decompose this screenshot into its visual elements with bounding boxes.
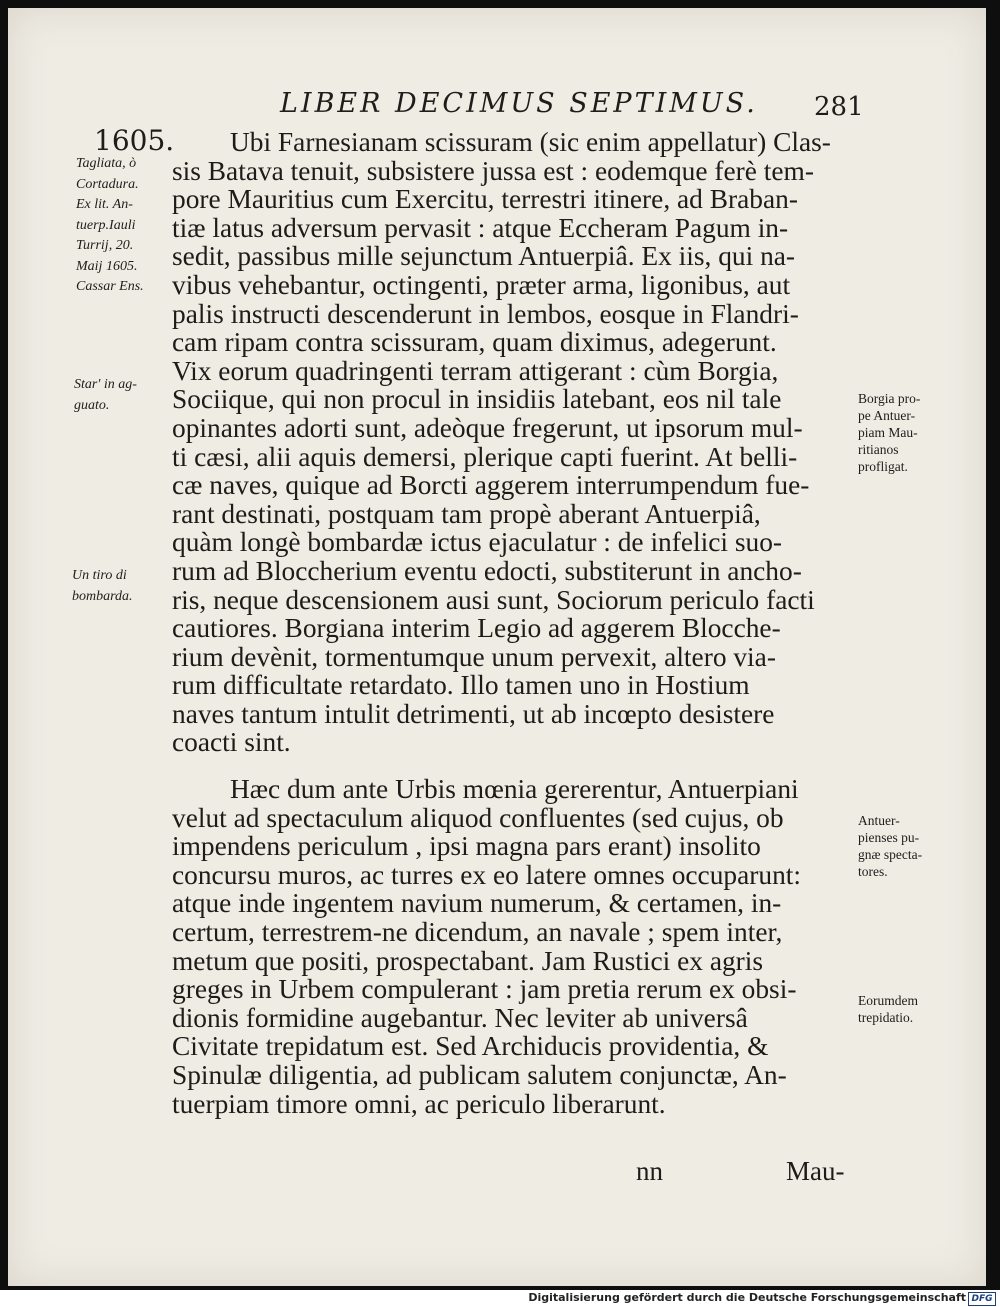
text-line: concursu muros, ac turres ex eo latere omnes occuparunt: — [172, 859, 801, 890]
text-line: impendens periculum , ipsi magna pars erant) insolito — [172, 831, 761, 862]
catchword: Mau- — [786, 1156, 845, 1186]
text-line: tuerpiam timore omni, ac periculo liberarunt. — [172, 1088, 666, 1119]
note-line: profligat. — [858, 459, 908, 474]
text-line: ris, neque descensionem ausi sunt, Sociorum periculo facti — [172, 584, 815, 615]
paragraph-2 — [172, 775, 864, 1118]
margin-note-left-source — [76, 154, 178, 298]
page-number: 281 — [814, 92, 864, 122]
funding-note: Digitalisierung gefördert durch die Deutsche Forschungsgemeinschaft — [528, 1291, 966, 1304]
text-line: greges in Urbem compulerant : jam pretia rerum ex obsi- — [172, 974, 797, 1005]
text-line: cæ naves, quique ad Borcti aggerem interrumpendum fue- — [172, 470, 810, 501]
note-line: bombarda. — [72, 588, 133, 604]
text-line: pore Mauritius cum Exercitu, terrestri itinere, ad Braban- — [172, 184, 798, 215]
note-line: Cassar Ens. — [76, 279, 144, 294]
text-line: velut ad spectaculum aliquod confluentes (sed cujus, ob — [172, 802, 784, 833]
text-line: rum ad Bloccherium eventu edocti, substiterunt in ancho- — [172, 555, 802, 586]
text-line: naves tantum intulit detrimenti, ut ab incœpto desistere — [172, 698, 775, 729]
text-line: rum difficultate retardato. Illo tamen uno in Hostium — [172, 670, 750, 701]
text-line: ti cæsi, alii aquis demersi, plerique capti fuerint. At belli- — [172, 441, 798, 472]
note-line: Eorumdem — [858, 993, 918, 1008]
text-line: Civitate trepidatum est. Sed Archiducis providentia, & — [172, 1031, 769, 1062]
text-line: cam ripam contra scissuram, quam diximus, adegerunt. — [172, 327, 777, 358]
marginal-year: 1605. — [94, 124, 175, 157]
note-line: tores. — [858, 864, 888, 879]
note-line: Antuer- — [858, 813, 900, 828]
note-line: Un tiro di — [72, 568, 127, 583]
margin-note-right-fear — [858, 992, 968, 1026]
margin-note-left-shot — [72, 566, 174, 607]
note-line: gnæ specta- — [858, 847, 923, 862]
text-line: Ubi Farnesianam scissuram (sic enim appellatur) Clas- — [230, 127, 831, 157]
note-line: ritianos — [858, 442, 899, 457]
text-line: sedit, passibus mille sejunctum Antuerpiâ. Ex iis, qui na- — [172, 241, 796, 272]
text-line: cautiores. Borgiana interim Legio ad aggerem Blocche- — [172, 613, 781, 644]
note-line: Star' in ag- — [74, 377, 137, 392]
margin-note-left-ambush — [74, 375, 176, 416]
text-line: sis Batava tenuit, subsistere jussa est : eodemque ferè tem- — [172, 155, 814, 186]
note-line: Borgia pro- — [858, 391, 921, 406]
text-line: opinantes adorti sunt, adeòque fregerunt, ut ipsorum mul- — [172, 412, 803, 443]
text-line: certum, terrestrem-ne dicendum, an navale ; spem inter, — [172, 917, 783, 948]
note-line: guato. — [74, 397, 110, 413]
note-line: trepidatio. — [858, 1010, 914, 1025]
text-line: Hæc dum ante Urbis mœnia gererentur, Antuerpiani — [230, 774, 799, 805]
text-line: Spinulæ diligentia, ad publicam salutem conjunctæ, An- — [172, 1060, 787, 1090]
signature-mark: nn — [636, 1156, 663, 1186]
note-line: Turrij, 20. — [76, 238, 134, 253]
text-line: vibus vehebantur, octingenti, præter arma, ligonibus, aut — [172, 269, 791, 300]
text-line: quàm longè bombardæ ictus ejaculatur : de infelici suo- — [172, 527, 783, 558]
running-title: LIBER DECIMUS SEPTIMUS. — [280, 88, 758, 119]
paragraph-1 — [172, 128, 864, 757]
note-line: Tagliata, ò — [76, 156, 137, 171]
dfg-logo-icon: DFG — [968, 1292, 996, 1306]
note-line: Cortadura. — [76, 176, 139, 192]
note-line: piam Mau- — [858, 425, 918, 440]
text-line: rant destinati, postquam tam propè aberant Antuerpiâ, — [172, 498, 761, 529]
main-text — [172, 128, 864, 1118]
margin-note-right-spectators — [858, 812, 968, 880]
text-line: atque inde ingentem navium numerum, & certamen, in- — [172, 888, 782, 919]
note-line: Ex lit. An- — [76, 197, 133, 212]
text-line: palis instructi descenderunt in lembos, eosque in Flandri- — [172, 298, 799, 329]
note-line: tuerp.Iauli — [76, 217, 136, 233]
text-line: metum que positi, prospectabant. Jam Rustici ex agris — [172, 945, 764, 976]
note-line: pe Antuer- — [858, 408, 916, 423]
text-line: tiæ latus adversum pervasit : atque Eccheram Pagum in- — [172, 212, 789, 243]
funding-footer — [0, 1290, 1000, 1307]
text-line: dionis formidine augebantur. Nec leviter ab universâ — [172, 1002, 748, 1033]
text-line: coacti sint. — [172, 727, 291, 758]
text-line: Vix eorum quadringenti terram attigerant : cùm Borgia, — [172, 355, 779, 386]
note-line: pienses pu- — [858, 830, 920, 845]
note-line: Maij 1605. — [76, 258, 138, 274]
text-line: Sociique, qui non procul in insidiis latebant, eos nil tale — [172, 384, 782, 415]
margin-note-right-borgia — [858, 390, 968, 475]
text-line: rium devènit, tormentumque unum pervexit, altero via- — [172, 641, 776, 672]
